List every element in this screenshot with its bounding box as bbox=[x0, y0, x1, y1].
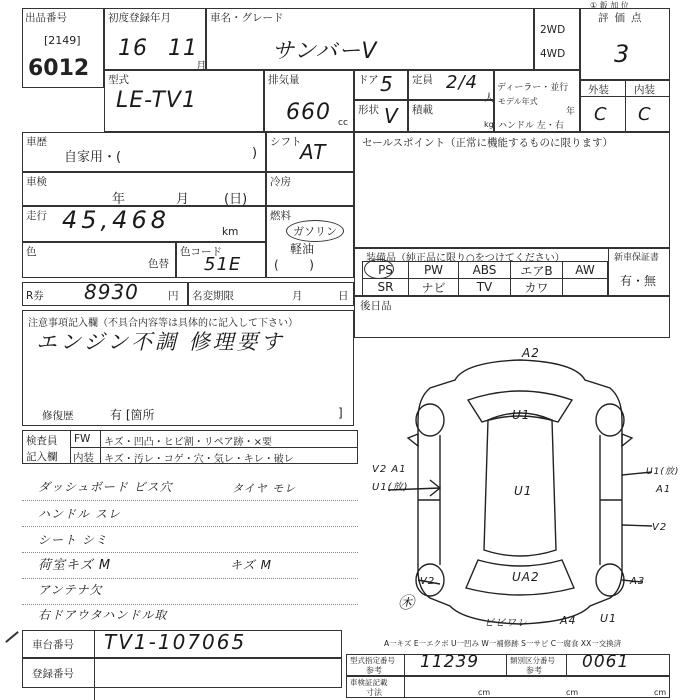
lot-number: 6012 bbox=[28, 56, 90, 81]
type-label: 型式指定番号 bbox=[350, 656, 395, 665]
class-value: 0061 bbox=[582, 652, 630, 672]
plate-value: TV1-107065 bbox=[104, 630, 247, 654]
register-label: 登録番号 bbox=[32, 668, 74, 680]
repair-close: ] bbox=[338, 406, 343, 420]
note-right-1: タイヤ モレ bbox=[232, 482, 297, 495]
reg-year: 16 bbox=[118, 36, 148, 61]
exterior-value: C bbox=[594, 104, 608, 125]
shape-label: 形状 bbox=[358, 104, 379, 116]
inspection-year: 年 bbox=[112, 192, 126, 207]
history-value: 自家用・( bbox=[64, 150, 122, 165]
diag-label: V2 A1 bbox=[372, 464, 407, 475]
diag-label: U1 bbox=[600, 612, 618, 625]
note-line: 右ドアウタハンドル取 bbox=[38, 608, 168, 622]
shift-label: シフト bbox=[270, 136, 302, 148]
door-label: ドア bbox=[358, 74, 379, 86]
name-label: 車名・グレード bbox=[210, 12, 284, 24]
r-unit: 円 bbox=[168, 290, 179, 302]
type-value: 11239 bbox=[420, 652, 480, 672]
fw-items: キズ・凹凸・ヒビ割・リペア跡・×要 bbox=[104, 437, 272, 448]
diag-label: U1 bbox=[512, 408, 531, 422]
class-sub: 参考 bbox=[526, 666, 542, 675]
diag-star: ㊍ bbox=[398, 593, 416, 612]
inspector-label-2: 記入欄 bbox=[26, 451, 58, 463]
equip-airbag[interactable]: エアB bbox=[511, 262, 563, 279]
equipment-title: 装備品（純正品に限り○をつけてください） bbox=[366, 253, 565, 264]
expiry-day: 日 bbox=[338, 290, 349, 302]
interior-items: キズ・汚レ・コゲ・穴・気レ・キレ・破レ bbox=[104, 454, 294, 465]
class-label: 類別区分番号 bbox=[510, 656, 555, 665]
equip-sr[interactable]: SR bbox=[363, 279, 409, 296]
color-repaint: 色替 bbox=[148, 258, 169, 270]
drive-box bbox=[534, 8, 580, 70]
dealer-label: ディーラー・並行 bbox=[497, 83, 569, 93]
fw-label: FW bbox=[74, 433, 91, 445]
expiry-month: 月 bbox=[292, 290, 303, 302]
diag-label: A3 bbox=[630, 576, 646, 587]
r-value: 8930 bbox=[84, 280, 139, 304]
note-line: ハンドル スレ bbox=[38, 507, 121, 521]
notes-value: エンジン不調 修理要す bbox=[36, 330, 285, 354]
exterior-label: 外装 bbox=[588, 84, 609, 96]
inspection-label: 車検 bbox=[26, 176, 47, 188]
inspection-day: (日) bbox=[224, 192, 248, 207]
fuel-paren: ( ) bbox=[274, 258, 314, 272]
handle-label: ハンドル 左・右 bbox=[498, 121, 564, 131]
size-sub: 寸法 bbox=[366, 688, 382, 697]
diag-label: ビビワレ bbox=[484, 618, 528, 629]
mileage-value: 45,468 bbox=[62, 206, 170, 234]
interior-tag: 内装 bbox=[73, 452, 94, 464]
after-box bbox=[354, 296, 670, 338]
notes-title: 注意事項記入欄（不具合内容等は具体的に記入して下さい） bbox=[28, 318, 298, 329]
model-label: 型式 bbox=[108, 74, 129, 86]
size-box bbox=[346, 676, 670, 698]
diag-label: U1(放) bbox=[646, 467, 680, 477]
shift-value: AT bbox=[300, 140, 327, 164]
diag-label: UA2 bbox=[512, 570, 540, 584]
load-label: 積載 bbox=[412, 104, 433, 116]
note-line: ダッシュボード ビス穴 bbox=[38, 480, 173, 494]
shape-value: V bbox=[384, 104, 399, 128]
note-right-2: キズ M bbox=[230, 558, 272, 572]
capacity-value: 2/4 bbox=[446, 72, 478, 93]
warranty-value: 有・無 bbox=[620, 274, 657, 288]
fuel-label: 燃料 bbox=[270, 210, 291, 222]
equip-pw[interactable]: PW bbox=[409, 262, 459, 279]
top-right-note: ① 鈑 加 位 bbox=[590, 1, 629, 10]
reg-month: 11 bbox=[168, 36, 198, 61]
diagram-legend: A一キズ E一エクボ U一凹み W一補修跡 S一サビ C一腐食 XX一交換済 bbox=[384, 639, 622, 648]
diag-label: U1 bbox=[514, 484, 533, 498]
note-line: 荷室キズ M bbox=[38, 558, 112, 573]
lot-label: 出品番号 bbox=[25, 12, 67, 24]
diag-label: A1 bbox=[656, 484, 672, 495]
cc-value: 660 bbox=[286, 100, 331, 125]
diag-label: A4 bbox=[560, 614, 577, 627]
equip-navi[interactable]: ナビ bbox=[409, 279, 459, 296]
ps-circle bbox=[364, 259, 394, 279]
size-label: 車検証記載 bbox=[350, 678, 388, 687]
drive-2wd: 2WD bbox=[540, 24, 566, 36]
equipment-grid bbox=[362, 261, 608, 295]
reg-month-unit: 月 bbox=[196, 60, 207, 72]
inspector-label-1: 検査員 bbox=[26, 435, 58, 447]
model-year-label: モデル年式 bbox=[498, 97, 538, 106]
year-unit: 年 bbox=[566, 107, 576, 117]
note-line: アンテナ欠 bbox=[38, 583, 103, 597]
equip-tv[interactable]: TV bbox=[459, 279, 511, 296]
size-cm-2: cm bbox=[566, 688, 579, 697]
plate-label: 車台番号 bbox=[32, 639, 74, 651]
equip-abs[interactable]: ABS bbox=[459, 262, 511, 279]
capacity-label: 定員 bbox=[412, 74, 433, 86]
interior-value: C bbox=[638, 104, 652, 125]
inspection-month: 月 bbox=[176, 192, 190, 207]
capacity-unit: 人 bbox=[484, 92, 495, 104]
history-close: ) bbox=[252, 146, 258, 161]
type-sub: 参考 bbox=[366, 666, 382, 675]
cc-unit: cc bbox=[338, 118, 348, 128]
diag-label: V2 bbox=[420, 576, 436, 587]
size-cm-1: cm bbox=[478, 688, 491, 697]
repair-value: 有 [箇所 bbox=[110, 408, 155, 422]
model-value: LE-TV1 bbox=[116, 88, 197, 113]
load-unit: kg bbox=[484, 120, 494, 129]
warranty-label: 新車保証書 bbox=[614, 253, 660, 263]
interior-label: 内装 bbox=[634, 84, 655, 96]
note-line: シート シミ bbox=[38, 533, 108, 547]
mileage-unit: km bbox=[222, 226, 239, 238]
fuel-light: 軽油 bbox=[290, 242, 315, 256]
equip-blank[interactable] bbox=[563, 279, 608, 296]
equip-ps[interactable]: PS bbox=[363, 262, 409, 279]
margin-mark bbox=[5, 631, 19, 643]
history-label: 車歴 bbox=[26, 136, 47, 148]
score-value: 3 bbox=[614, 40, 631, 68]
ac-label: 冷房 bbox=[270, 176, 291, 188]
expiry-label: 名変期限 bbox=[192, 290, 234, 302]
equip-leather[interactable]: カワ bbox=[511, 279, 563, 296]
color-code-value: 51E bbox=[204, 254, 242, 275]
equip-aw[interactable]: AW bbox=[563, 262, 608, 279]
mileage-label: 走行 bbox=[26, 210, 47, 222]
after-label: 後日品 bbox=[360, 300, 392, 312]
door-value: 5 bbox=[380, 72, 394, 96]
history-box bbox=[22, 132, 266, 172]
name-value: サンバーV bbox=[272, 39, 378, 64]
cc-label: 排気量 bbox=[268, 74, 300, 86]
fuel-gas: ガソリン bbox=[286, 220, 344, 242]
r-label: R券 bbox=[26, 290, 44, 302]
sales-label: セールスポイント（正常に機能するものに限ります） bbox=[362, 137, 614, 149]
lot-sub: [2149] bbox=[44, 34, 81, 47]
color-code-label: 色コード bbox=[180, 246, 222, 258]
diag-label: U1(放) bbox=[372, 482, 409, 493]
diag-label: V2 bbox=[652, 522, 668, 533]
repair-label: 修復歴 bbox=[42, 410, 74, 422]
score-label: 評価点 bbox=[598, 12, 648, 24]
drive-4wd: 4WD bbox=[540, 48, 566, 60]
size-cm-3: cm bbox=[654, 688, 667, 697]
color-label: 色 bbox=[26, 246, 37, 258]
diag-label: A2 bbox=[522, 346, 540, 360]
reg-year-label: 初度登録年月 bbox=[108, 12, 171, 24]
